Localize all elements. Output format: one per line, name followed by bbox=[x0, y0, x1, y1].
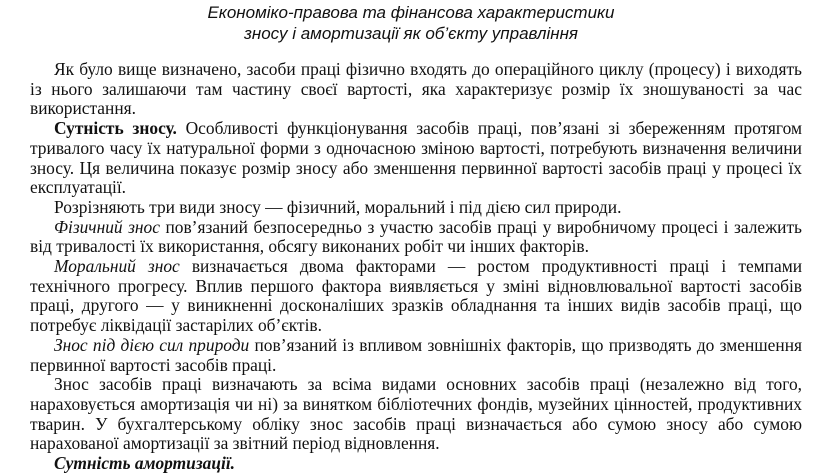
title-line-1: Економіко-правова та фінансова характеристики bbox=[207, 3, 615, 22]
paragraph-wear-accounting bbox=[30, 375, 802, 454]
paragraph-intro bbox=[30, 60, 802, 119]
paragraph-text: пов’язаний із впливом зовнішніх факторів, що призводять до зменшення первинної вартості засобів праці. bbox=[30, 334, 802, 375]
section-heading-amortization: Сутність амортизації. bbox=[54, 453, 236, 474]
paragraph-text: визначається двома факторами — ростом продуктивності праці і темпами технічного прогресу. Вплив першого фактора виявляється у зміні відновлювальної вартості засобів праці, другого — у виникненні досконаліших зразків обладнання та інших видів засобів праці, що потребує ліквідації застарілих об’єктів. bbox=[30, 256, 803, 336]
paragraph-text: Особливості функціонування засобів праці, пов’язані зі збереженням протягом тривалого часу їх натуральної форми з одночасною зміною вартості, потребують визначення величини зносу. Ця величина показує розмір зносу або зменшення первинної вартості засобів праці у процесі їх експлуатації. bbox=[30, 118, 802, 198]
paragraph-moral-wear bbox=[30, 257, 802, 336]
document-title bbox=[20, 0, 802, 44]
paragraph-natural-wear bbox=[30, 336, 802, 375]
paragraph-wear-essence bbox=[30, 119, 802, 198]
document-body bbox=[30, 60, 802, 474]
paragraph-amortization-heading bbox=[30, 454, 802, 474]
title-line-2: зносу і амортизації як об’єкту управління bbox=[243, 24, 579, 43]
term-moral-wear: Моральний знос bbox=[54, 256, 180, 277]
paragraph-text: Як було вище визначено, засоби праці фізично входять до операційного циклу (процесу) і виходять із нього залишаючи там частину своєї вартості, яка характеризує розмір їх зношуваності за час використання. bbox=[30, 59, 802, 119]
paragraph-text: Розрізняють три види зносу — фізичний, моральний і під дією сил природи. bbox=[54, 196, 622, 217]
term-physical-wear: Фізичний знос bbox=[54, 216, 160, 237]
paragraph-physical-wear bbox=[30, 218, 802, 257]
paragraph-wear-types bbox=[30, 198, 802, 218]
paragraph-text: пов’язаний безпосередньо з участю засобів праці у виробничому процесі і залежить від тривалості їх використання, обсягу виконаних робіт чи інших факторів. bbox=[30, 216, 802, 257]
paragraph-text: Знос засобів праці визначають за всіма видами основних засобів праці (незалежно від того, нараховується амортизація чи ні) за винятком бібліотечних фондів, музейних цінностей, продуктивних тварин. У бухгалтерському обліку знос засобів праці визначається або сумою зносу або сумою нарахованої амортизації за звітний період відновлення. bbox=[30, 374, 802, 454]
section-heading-wear-essence: Сутність зносу. bbox=[54, 118, 177, 139]
term-natural-wear: Знос під дією сил природи bbox=[54, 334, 250, 355]
